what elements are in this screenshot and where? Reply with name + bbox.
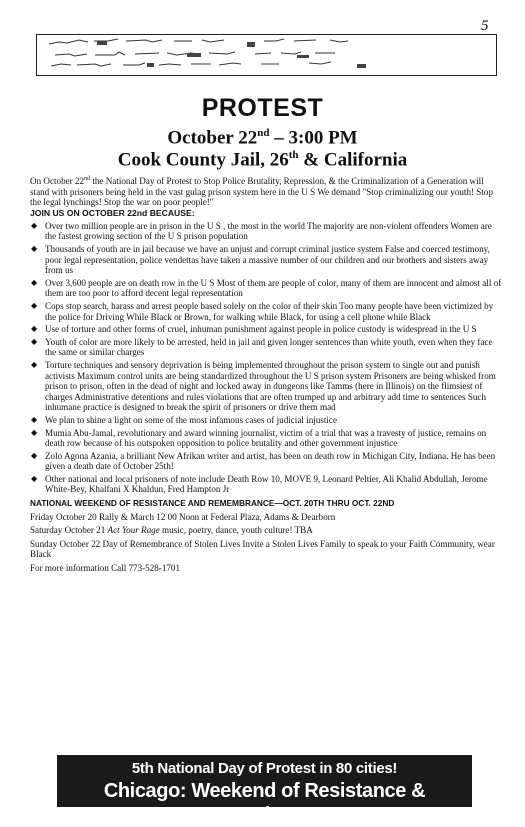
page-number: 5: [481, 18, 489, 34]
bullet-diamond-icon: ◆: [31, 414, 38, 424]
weekend-heading: NATIONAL WEEKEND OF RESISTANCE AND REMEMBRANCE—OCT. 20TH THRU OCT. 22ND: [30, 498, 395, 509]
list-item: ◆ Torture techniques and sensory deprivation is being implemented throughout the prison system to single out and punish activists Maximum control units are being standardized throughout the U S prison system Prisoners are being whisked from prison to prison, often in the dead of night and locked away in dungeons like Tamms (here in Illinois) on the flimsiest of charges Administrative detentions and rules violations that are often trumped up and arbitrary add time to sentences Such inhumane practice is designed to break the spirit of prisoners or drive them mad: [31, 359, 496, 413]
bullet-diamond-icon: ◆: [31, 473, 38, 483]
bullet-diamond-icon: ◆: [31, 300, 38, 310]
bullet-diamond-icon: ◆: [31, 277, 38, 287]
schedule-sunday: Sunday October 22 Day of Remembrance of Stolen Lives Invite a Stolen Lives Family to speak to your Faith Community, wear Black: [30, 538, 495, 560]
flyer-body: [30, 174, 502, 574]
event-date-time: October 22nd – 3:00 PM: [167, 127, 358, 149]
bullet-diamond-icon: ◆: [31, 324, 38, 334]
bullet-diamond-icon: ◆: [31, 427, 38, 437]
schedule-friday: Friday October 20 Rally & March 12 00 Noon at Federal Plaza, Adams & Dearborn: [30, 511, 336, 522]
saturday-event-title: Act Your Rage: [107, 525, 160, 536]
footer-banner: [57, 755, 472, 826]
list-item: ◆ Over 3,600 people are on death row in the U S Most of them are people of color, many of them are innocent and almost all of them are too poor to afford decent legal representation: [31, 277, 502, 299]
list-item: ◆ Thousands of youth are in jail because we have an unjust and corrupt criminal justice system False and coerced testimony, poor legal representation, police vendettas have taken a massive number of our children and our brothers and sisters away from us: [31, 244, 490, 276]
list-item: ◆ Cops stop search, harass and arrest people based solely on the color of their skin Too many people have been victimized by the police for Driving While Black or Brown, for walking while Black, for using a cell phone while Black: [31, 300, 494, 322]
list-item: ◆ Youth of color are more likely to be arrested, held in jail and given longer sentences than white youth, even when they face the same or similar charges: [31, 336, 493, 358]
illegible-handwriting-box: [36, 34, 497, 76]
join-heading: JOIN US ON OCTOBER 22nd BECAUSE:: [30, 207, 195, 218]
banner-line-2: Chicago: Weekend of Resistance & Remembrance!: [103, 780, 426, 826]
list-item: ◆ Zolo Agona Azania, a brilliant New Afrikan writer and artist, has been on death row in Michigan City, Indiana. He has been given a death date of October 25th!: [31, 450, 496, 472]
bullet-diamond-icon: ◆: [31, 450, 38, 460]
bullet-diamond-icon: ◆: [31, 220, 38, 230]
bullet-diamond-icon: ◆: [31, 244, 38, 253]
banner-line-1: 5th National Day of Protest in 80 cities!: [131, 760, 398, 777]
list-item: ◆ Use of torture and other forms of cruel, inhuman punishment against people in police custody is widespread in the U S: [31, 324, 477, 335]
list-item: ◆ Mumia Abu-Jamal, revolutionary and award winning journalist, victim of a trial that was a travesty of justice, remains on death row because of his outspoken opposition to police brutality and other government injustice: [31, 427, 487, 449]
list-item: ◆ We plan to shine a light on some of the most infamous cases of judicial injustice: [31, 414, 337, 425]
bullet-diamond-icon: ◆: [31, 359, 38, 369]
illegible-scribble-graphic: [37, 35, 496, 75]
list-item: ◆ Over two million people are in prison in the U S , the most in the world The majority are non-violent offenders Women are the fastest growing section of the U S prison population: [31, 220, 492, 242]
intro-paragraph: On October 22nd the National Day of Protest to Stop Police Brutality, Repression, & the Criminalization of a Generation will stand with prisoners being held in the vast gulag prison system here in the U S We demand "Stop criminalizing our youth! Stop the legal lynchings! Stop the war on poor people!": [30, 176, 493, 208]
flyer-title: PROTEST: [201, 94, 324, 122]
schedule-saturday: Saturday October 21 Act Your Rage music, poetry, dance, youth culture! TBA: [30, 525, 313, 536]
event-location: Cook County Jail, 26th & California: [117, 149, 408, 171]
list-item: ◆ Other national and local prisoners of note include Death Row 10, MOVE 9, Leonard Peltier, Ali Khalid Abdullah, Jerome White-Bey, Khalfani X Khaldun, Fred Hampton Jr: [31, 473, 488, 495]
bullet-diamond-icon: ◆: [31, 336, 38, 346]
contact-info: For more information Call 773-528-1701: [30, 563, 181, 574]
